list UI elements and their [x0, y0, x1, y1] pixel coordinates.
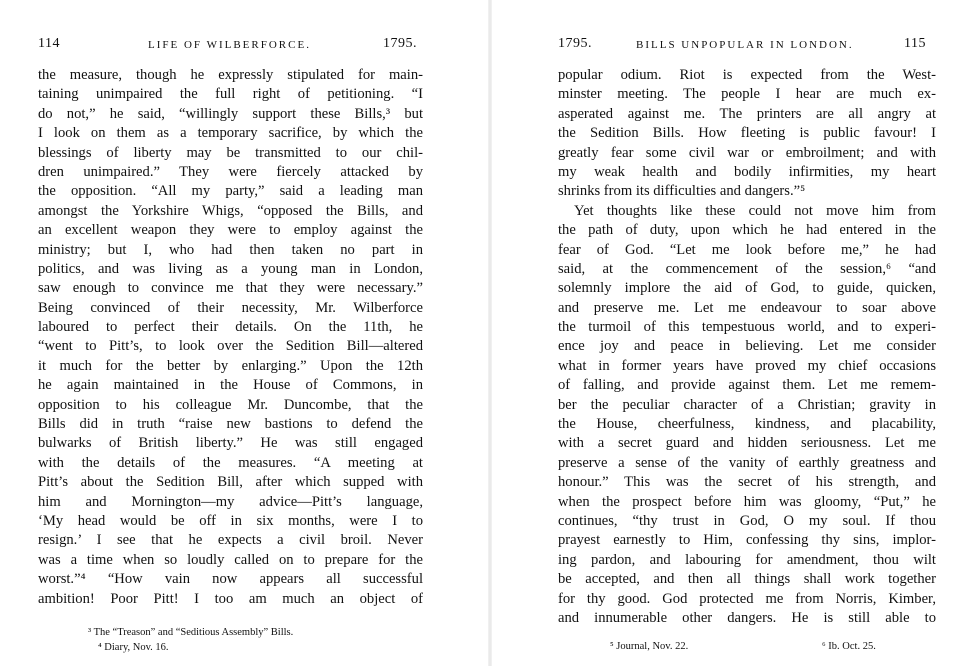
text-line: resign.’ I see that he expects a civil broil. Never [38, 532, 423, 549]
text-line: shrinks from its difficulties and dangers.”⁵ [558, 183, 806, 200]
text-line: when the prospect before him was gloomy, “Put,” he [558, 493, 936, 510]
right-page-header [558, 36, 938, 56]
text-line: opposition to his colleague Mr. Duncombe, that the [38, 396, 423, 413]
text-line: with the details of the measures. “A meeting at [38, 454, 423, 471]
footnote: ⁴ Diary, Nov. 16. [98, 642, 169, 653]
text-line: greatly fear some civil war or embroilment; and with [558, 144, 936, 161]
text-line: an excellent weapon they were to employ against the [38, 222, 423, 239]
text-line: popular odium. Riot is expected from the West- [558, 67, 936, 83]
text-line: what in former years have proved my chief occasions [558, 357, 936, 374]
text-line: continues, “thy trust in God, O my soul. If thou [558, 512, 936, 529]
text-line: him and Mornington—my advice—Pitt’s language, [38, 493, 423, 510]
footnote: ⁵ Journal, Nov. 22. [610, 641, 689, 652]
text-line: solemnly implore the aid of God, to guide, quicken, [558, 280, 936, 297]
text-line: the turmoil of this tempestuous world, and to experi- [558, 319, 936, 336]
text-line: it much for the better by enlarging.” Upon the 12th [38, 357, 423, 374]
text-line: Pitt’s about the Sedition Bill, after which supped with [38, 474, 423, 491]
text-line: Yet thoughts like these could not move him from [574, 202, 936, 219]
footnote: ³ The “Treason” and “Seditious Assembly” Bills. [88, 627, 294, 638]
text-line: with a secret guard and hidden seriousness. Let me [558, 435, 936, 452]
running-title: LIFE OF WILBERFORCE. [148, 39, 311, 51]
text-line: the House, cheerfulness, kindness, and placability, [558, 416, 936, 433]
text-line: politics, and was living as a young man in London, [38, 260, 423, 277]
text-line: the measure, though he expressly stipulated for main- [38, 67, 423, 83]
text-line: and innumerable other dangers. He is still able to [558, 609, 936, 626]
running-title: BILLS UNPOPULAR IN LONDON. [636, 39, 854, 51]
left-page-header [38, 36, 423, 56]
text-line: asperated against me. The printers are all angry at [558, 105, 936, 122]
text-line: he again maintained in the House of Commons, in [38, 377, 423, 394]
text-line: ambition! Poor Pitt! I too am much an object of [38, 590, 423, 607]
text-line: Being convinced of their necessity, Mr. Wilberforce [38, 299, 423, 316]
text-line: dren unimpaired.” They were fiercely attacked by [38, 163, 423, 180]
text-line: I look on them as a temporary sacrifice, by which the [38, 125, 423, 142]
left-page-body [38, 66, 423, 609]
right-page [490, 0, 980, 666]
text-line: ence joy and peace in believing. Let me consider [558, 338, 936, 355]
text-line: the path of duty, upon which he had entered in the [558, 222, 936, 239]
text-line: honour.” This was the secret of his strength, and [558, 474, 936, 491]
text-line: taining unimpaired the full right of petitioning. “I [38, 86, 423, 103]
text-line: the opposition. “All my party,” said a leading man [38, 183, 423, 200]
right-page-body [558, 66, 936, 628]
text-line: of falling, and provide against them. Let me remem- [558, 377, 936, 394]
text-line: my weak health and bodily infirmities, my heart [558, 163, 936, 180]
text-line: minster meeting. The people I hear are much ex- [558, 86, 936, 103]
text-line: saw enough to convince me that they were necessary.” [38, 280, 423, 297]
left-footnotes [88, 625, 293, 655]
text-line: fear of God. “Let me look before me,” he had [558, 241, 936, 258]
text-line: amongst the Yorkshire Whigs, “opposed the Bills, and [38, 202, 423, 219]
text-line: blessings of liberty may be transmitted to our chil- [38, 144, 423, 161]
text-line: the Sedition Bills. How fleeting is public favour! I [558, 125, 936, 142]
text-line: said, at the commencement of the session,⁶ “and [558, 260, 936, 277]
text-line: worst.”⁴ “How vain now appears all successful [38, 571, 423, 588]
header-year: 1795. [558, 36, 592, 51]
text-line: be accepted, and then all things shall work together [558, 571, 936, 588]
text-line: “went to Pitt’s, to look over the Sedition Bill—altered [38, 338, 423, 355]
text-line: was a time when so loudly called on to prepare for the [38, 551, 423, 568]
text-line: ministry; but I, who had then taken no part in [38, 241, 423, 258]
text-line: preserve a sense of the vanity of earthly greatness and [558, 454, 936, 471]
text-line: and preserve me. Let me endeavour to soar above [558, 299, 936, 316]
page-number: 115 [904, 36, 926, 51]
text-line: for thy good. God protected me from Norris, Kimber, [558, 590, 936, 607]
text-line: ‘My head would be off in six months, were I to [38, 512, 423, 529]
text-line: laboured to perfect their details. On the 11th, he [38, 319, 423, 336]
text-line: ber the peculiar character of a Christian; gravity in [558, 396, 936, 413]
page-number: 114 [38, 36, 60, 51]
text-line: bulwarks of British liberty.” He was still engaged [38, 435, 423, 452]
text-line: do not,” he said, “willingly support these Bills,³ but [38, 105, 423, 122]
header-year: 1795. [383, 36, 417, 51]
text-line: prayest earnestly to Him, confessing thy sins, implor- [558, 532, 936, 549]
footnote: ⁶ Ib. Oct. 25. [822, 641, 876, 652]
text-line: ing pardon, and labouring for amendment, thou wilt [558, 551, 936, 568]
text-line: Bills did in truth “raise new bastions to defend the [38, 416, 423, 433]
